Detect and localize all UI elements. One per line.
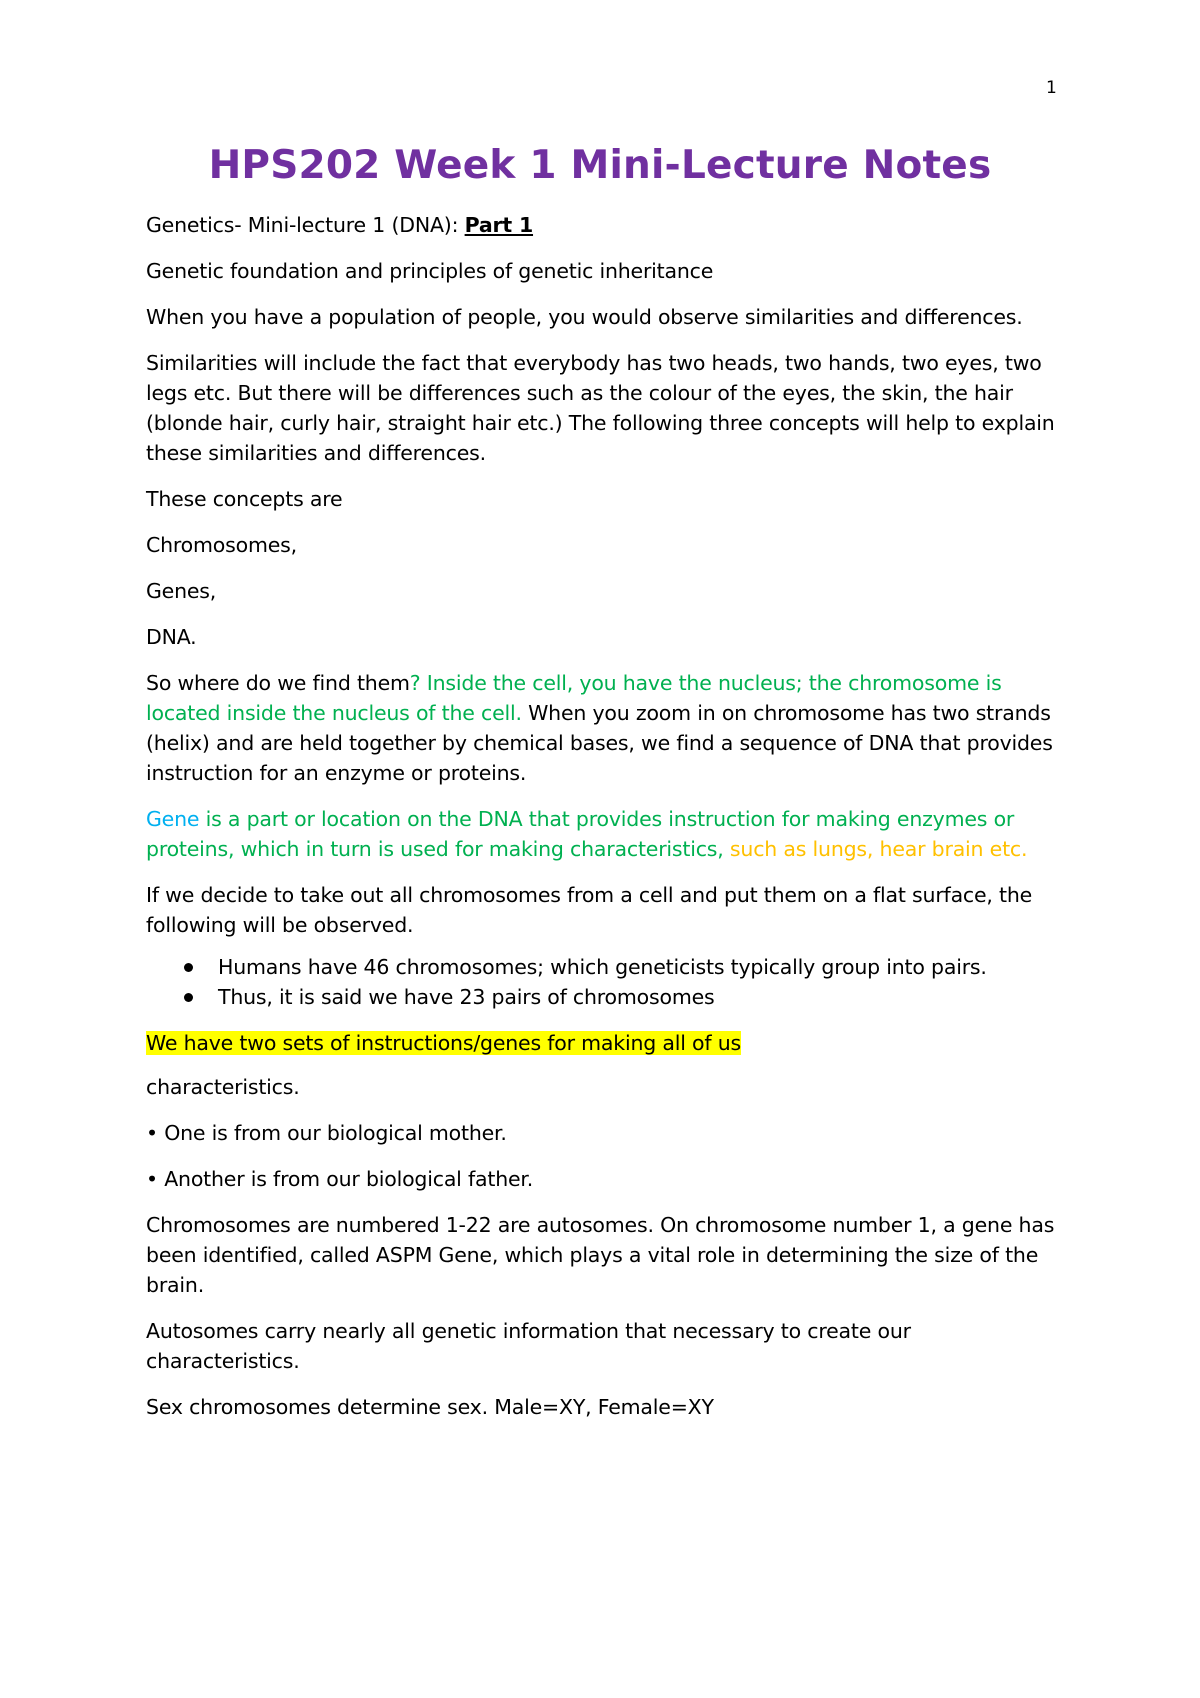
lecture-heading bbox=[146, 210, 1066, 240]
concept-dna: DNA. bbox=[146, 625, 197, 649]
paragraph-where-found bbox=[146, 668, 1066, 788]
paragraph-characteristics: characteristics. bbox=[146, 1075, 300, 1099]
chromosome-bullet-list bbox=[146, 952, 1066, 1012]
concept-genes: Genes, bbox=[146, 579, 217, 603]
gene-term: Gene bbox=[146, 807, 200, 831]
paragraph-observation: If we decide to take out all chromosomes from a cell and put them on a flat surface, the following will be observed. bbox=[146, 883, 1033, 937]
highlighted-statement bbox=[146, 1028, 1066, 1058]
paragraph-sex-chromosomes: Sex chromosomes determine sex. Male=XY, Female=XY bbox=[146, 1395, 714, 1419]
paragraph-mother: • One is from our biological mother. bbox=[146, 1121, 507, 1145]
list-item: Humans have 46 chromosomes; which geneticists typically group into pairs. bbox=[218, 952, 1066, 982]
lecture-heading-text: Genetics- Mini-lecture 1 (DNA): bbox=[146, 213, 465, 237]
highlighted-text: We have two sets of instructions/genes for making all of us bbox=[146, 1031, 742, 1055]
gene-definition: is a part or location on the DNA that provides instruction for making enzymes or proteins, which in turn is used for making characteristics, bbox=[146, 807, 1015, 861]
where-found-question: So where do we find them bbox=[146, 671, 410, 695]
paragraph-father: • Another is from our biological father. bbox=[146, 1167, 534, 1191]
paragraph-similarities: Similarities will include the fact that everybody has two heads, two hands, two eyes, two legs etc. But there will be differences such as the colour of the eyes, the skin, the hair (blonde hair, curly hair, straight hair etc.) The following three concepts will help to explain these similarities and differences. bbox=[146, 351, 1055, 465]
where-found-answer: ? Inside the cell, you have the nucleus; the chromosome is located inside the nucleus of the cell. bbox=[146, 671, 1002, 725]
paragraph-concepts-intro: These concepts are bbox=[146, 487, 343, 511]
part-label: Part 1 bbox=[464, 213, 534, 237]
paragraph-population: When you have a population of people, you would observe similarities and differences. bbox=[146, 305, 1023, 329]
where-found-detail: When you zoom in on chromosome has two strands (helix) and are held together by chemical bases, we find a sequence of DNA that provides instruction for an enzyme or proteins. bbox=[146, 701, 1053, 785]
document-title: HPS202 Week 1 Mini-Lecture Notes bbox=[208, 143, 992, 188]
concept-chromosomes: Chromosomes, bbox=[146, 533, 297, 557]
paragraph-autosomes-numbered: Chromosomes are numbered 1-22 are autosomes. On chromosome number 1, a gene has been identified, called ASPM Gene, which plays a vital role in determining the size of the brain. bbox=[146, 1213, 1055, 1297]
page-number: 1 bbox=[1046, 78, 1057, 98]
list-item: Thus, it is said we have 23 pairs of chromosomes bbox=[218, 982, 1066, 1012]
paragraph-genetic-foundation: Genetic foundation and principles of genetic inheritance bbox=[146, 259, 714, 283]
document-body bbox=[146, 210, 1066, 1438]
gene-examples: such as lungs, hear brain etc. bbox=[723, 837, 1028, 861]
paragraph-gene-definition bbox=[146, 804, 1066, 864]
paragraph-autosomes-carry: Autosomes carry nearly all genetic information that necessary to create our characteristics. bbox=[146, 1319, 911, 1373]
